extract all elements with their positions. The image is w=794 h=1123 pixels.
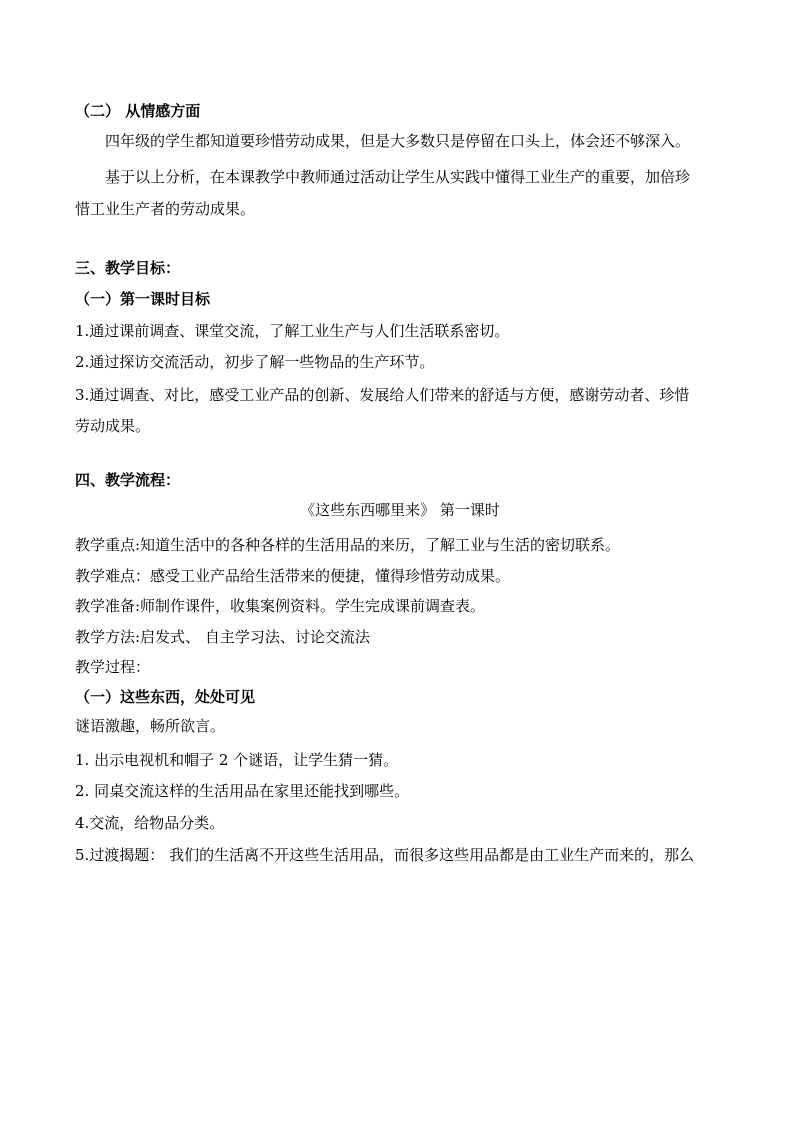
step-4: 4.交流，给物品分类。: [75, 814, 225, 832]
goal-item-3-line-1: 3.通过调查、对比，感受工业产品的创新、发展给人们带来的舒适与方便，感谢劳动者、珍惜: [75, 386, 690, 404]
step-5: 5.过渡揭题： 我们的生活离不开这些生活用品，而很多这些用品都是由工业生产而来的，那么: [75, 846, 695, 864]
part-1-heading: （一）这些东西，处处可见: [75, 688, 256, 706]
teaching-difficulty: 教学难点：感受工业产品给生活带来的便捷，懂得珍惜劳动成果。: [75, 567, 511, 585]
riddle-intro: 谜语激趣，畅所欲言。: [75, 717, 226, 735]
emotion-paragraph-2-line-1: 基于以上分析，在本课教学中教师通过活动让学生从实践中懂得工业生产的重要，加倍珍: [105, 168, 691, 186]
emotion-paragraph-1: 四年级的学生都知道要珍惜劳动成果，但是大多数只是停留在口头上，体会还不够深入。: [105, 132, 691, 150]
section-goals-heading: 三、教学目标：: [75, 259, 181, 277]
lesson-title: 《这些东西哪里来》 第一课时: [300, 501, 500, 519]
section-process-heading: 四、教学流程：: [75, 471, 181, 489]
goal-item-1: 1.通过课前调查、课堂交流，了解工业生产与人们生活联系密切。: [75, 322, 510, 340]
teaching-preparation: 教学准备:师制作课件，收集案例资料。学生完成课前调查表。: [75, 597, 486, 615]
goal-item-3-line-2: 劳动成果。: [75, 417, 151, 435]
teaching-method: 教学方法:启发式、 自主学习法、讨论交流法: [75, 628, 370, 646]
step-2: 2. 同桌交流这样的生活用品在家里还能找到哪些。: [75, 782, 410, 800]
goal-item-2: 2.通过探访交流活动，初步了解一些物品的生产环节。: [75, 353, 435, 371]
step-1: 1. 出示电视机和帽子 2 个谜语，让学生猜一猜。: [75, 751, 399, 769]
emotion-paragraph-2-line-2: 惜工业生产者的劳动成果。: [75, 200, 256, 218]
goals-subheading: （一）第一课时目标: [75, 290, 211, 308]
section-emotion-heading: （二） 从情感方面: [75, 102, 201, 120]
teaching-process-label: 教学过程：: [75, 658, 151, 676]
teaching-key-point: 教学重点:知道生活中的各种各样的生活用品的来历，了解工业与生活的密切联系。: [75, 536, 621, 554]
